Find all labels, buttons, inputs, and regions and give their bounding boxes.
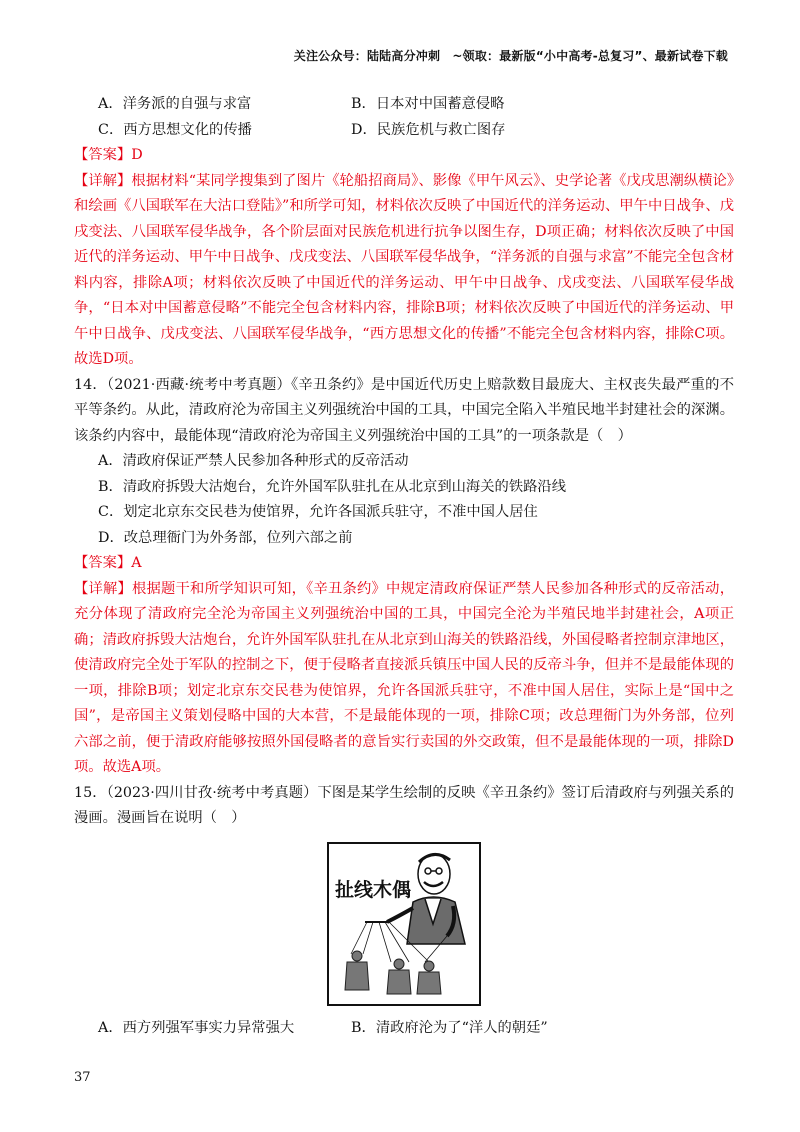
q15-stem: 15．（2023·四川甘孜·统考中考真题）下图是某学生绘制的反映《辛丑条约》签订后清政府与列强关系的漫画。漫画旨在说明（ ）	[74, 784, 734, 826]
option-letter: B．	[351, 96, 376, 112]
q14-stem: 14．（2021·西藏·统考中考真题）《辛丑条约》是中国近代历史上赔款数目最庞大、主权丧失最严重的不平等条约。从此，清政府沦为帝国主义列强统治中国的工具，中国完全陷入半殖民地半封建社会的深渊。该条约内容中，最能体现“清政府沦为帝国主义列强统治中国的工具”的一项条款是（ ）	[74, 376, 734, 444]
q13-explanation	[74, 169, 734, 373]
option-letter: A．	[98, 453, 123, 469]
answer-label: 【答案】	[74, 147, 132, 163]
q13-answer	[74, 143, 734, 169]
q14-option-c[interactable]	[74, 500, 734, 526]
page-number: 37	[74, 1070, 91, 1085]
q15-options-row-1	[74, 1016, 734, 1042]
option-text: 清政府沦为了“洋人的朝廷”	[375, 1019, 548, 1036]
answer-label: 【答案】	[74, 555, 132, 571]
q13-option-c[interactable]	[98, 118, 351, 144]
option-text: 划定北京东交民巷为使馆界，允许各国派兵驻守，不准中国人居住	[123, 504, 538, 520]
page-content	[74, 92, 734, 1041]
option-letter: A．	[98, 96, 123, 112]
option-text: 清政府保证严禁人民参加各种形式的反帝活动	[122, 453, 409, 469]
explain-text: 根据材料“某同学搜集到了图片《轮船招商局》、影像《甲午风云》、史学论著《戊戌思潮纵横论》和绘画《八国联军在大沽口登陆》”和所学可知，材料依次反映了中国近代的洋务运动、甲午中日战争、戊戌变法、八国联军侵华战争，各个阶层面对民族危机进行抗争以图生存，D项正确；材料依次反映了中国近代的洋务运动、甲午中日战争、戊戌变法、八国联军侵华战争，“洋务派的自强与求富”不能完全包含材料内容，排除A项；材料依次反映了中国近代的洋务运动、甲午中日战争、戊戌变法、八国联军侵华战争，“日本对中国蓄意侵略”不能完全包含材料内容，排除B项；材料依次反映了中国近代的洋务运动、甲午中日战争、戊戌变法、八国联军侵华战争，“西方思想文化的传播”不能完全包含材料内容，排除C项。故选D项。	[74, 172, 734, 367]
option-letter: D．	[98, 529, 124, 546]
explain-label: 【详解】	[74, 580, 133, 597]
option-letter: B．	[351, 1019, 376, 1036]
option-text: 西方思想文化的传播	[123, 121, 252, 138]
option-letter: C．	[98, 121, 124, 138]
explain-label: 【详解】	[74, 172, 132, 189]
explain-text: 根据题干和所学知识可知，《辛丑条约》中规定清政府保证严禁人民参加各种形式的反帝活动，充分体现了清政府完全沦为帝国主义列强统治中国的工具，中国完全沦为半殖民地半封建社会，A项正确；清政府拆毁大沽炮台，允许外国军队驻扎在从北京到山海关的铁路沿线，外国侵略者控制京津地区，使清政府完全处于军队的控制之下，便于侵略者直接派兵镇压中国人民的反帝斗争，但并不是最能体现的一项，排除B项；划定北京东交民巷为使馆界，允许各国派兵驻守，不准中国人居住，实际上是“国中之国”，是帝国主义策划侵略中国的大本营，不是最能体现的一项，排除C项；改总理衙门为外务部，位列六部之前，便于清政府能够按照外国侵略者的意旨实行卖国的外交政策，但不是最能体现的一项，排除D项。故选A项。	[74, 580, 734, 775]
puppet-cartoon-image	[327, 842, 481, 1006]
answer-value: D	[131, 147, 143, 163]
puppeteer-figure	[387, 854, 465, 944]
puppet-cartoon-drawing	[329, 844, 479, 1004]
cartoon-title: 扯线木偶	[335, 878, 412, 901]
option-text: 改总理衙门为外务部，位列六部之前	[123, 529, 353, 546]
q13-option-b[interactable]	[351, 92, 504, 118]
q15-option-a[interactable]	[98, 1016, 351, 1042]
option-letter: B．	[98, 478, 123, 495]
option-text: 民族危机与救亡图存	[376, 121, 506, 138]
q13-option-d[interactable]	[351, 118, 505, 144]
q14-option-b[interactable]	[74, 475, 734, 501]
option-letter: C．	[98, 504, 124, 520]
option-letter: A．	[98, 1019, 123, 1036]
q15-option-b[interactable]	[351, 1016, 548, 1042]
option-letter: D．	[351, 121, 377, 138]
page-header: 关注公众号：陆陆高分冲刺 ~领取：最新版“小中高考-总复习”、最新试卷下载	[293, 49, 728, 63]
q13-options-row-1	[74, 92, 734, 118]
q14-explanation	[74, 577, 734, 781]
option-text: 西方列强军事实力异常强大	[122, 1019, 295, 1036]
q14-option-d[interactable]	[74, 526, 734, 552]
option-text: 日本对中国蓄意侵略	[375, 96, 505, 112]
answer-value: A	[131, 555, 142, 571]
q13-option-a[interactable]	[98, 92, 351, 118]
puppet-officials	[345, 951, 441, 994]
q15-cartoon-container	[74, 842, 734, 1006]
option-text: 清政府拆毁大沽炮台，允许外国军队驻扎在从北京到山海关的铁路沿线	[122, 478, 567, 495]
q14-answer	[74, 551, 734, 577]
option-text: 洋务派的自强与求富	[122, 96, 252, 112]
q14-option-a[interactable]	[74, 449, 734, 475]
q13-options-row-2	[74, 118, 734, 144]
